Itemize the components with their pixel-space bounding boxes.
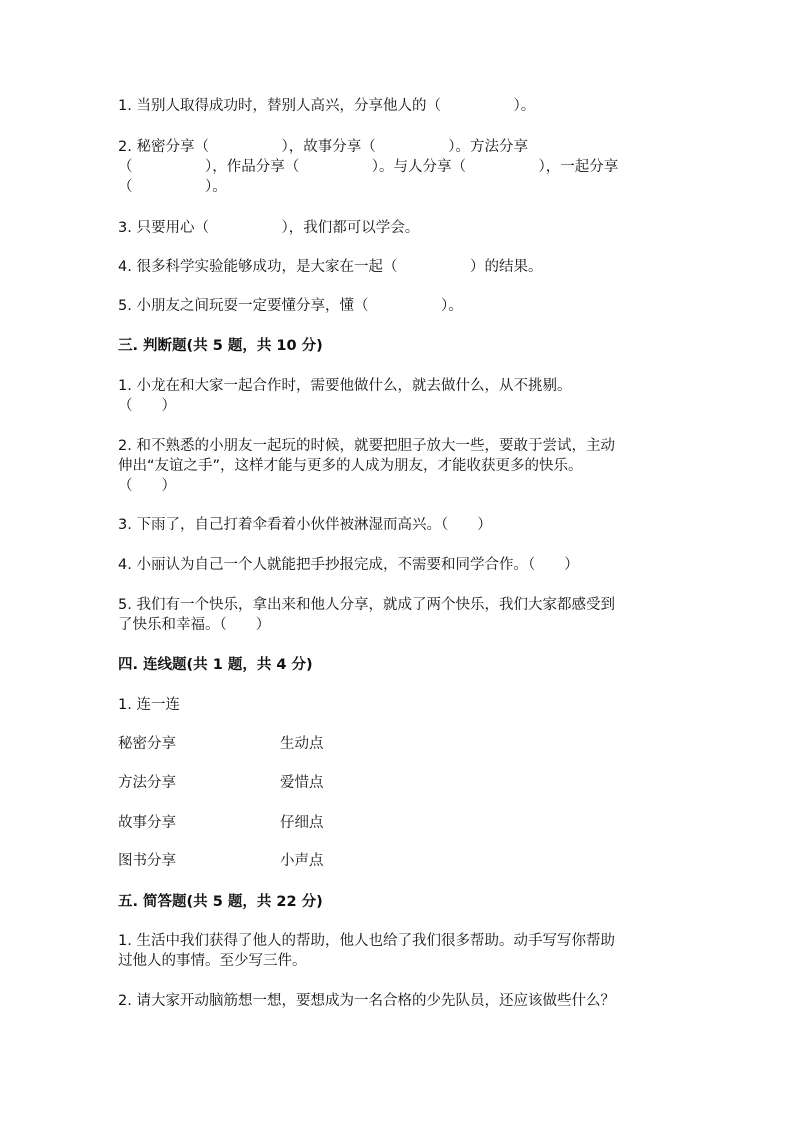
short-answer-question-1-line-2: 过他人的事情。至少写三件。 — [118, 953, 307, 969]
fill-blank-question-5: 5. 小朋友之间玩耍一定要懂分享，懂（ ）。 — [118, 298, 463, 314]
judge-question-2-line-1: 2. 和不熟悉的小朋友一起玩的时候，就要把胆子放大一些，要敢于尝试，主动 — [118, 438, 615, 454]
matching-right-item: 爱惜点 — [280, 775, 324, 791]
judge-question-3: 3. 下雨了，自己打着伞看着小伙伴被淋湿而高兴。（ ） — [118, 517, 492, 533]
matching-right-item: 仔细点 — [280, 815, 324, 831]
matching-left-item: 方法分享 — [118, 775, 176, 791]
judge-question-5-line-1: 5. 我们有一个快乐，拿出来和他人分享，就成了两个快乐，我们大家都感受到 — [118, 597, 615, 613]
short-answer-section-heading: 五. 简答题(共 5 题，共 22 分) — [118, 894, 323, 910]
matching-right-item: 小声点 — [280, 853, 324, 869]
fill-blank-question-2-line-2: （ ），作品分享（ ）。与人分享（ ），一起分享 — [118, 159, 619, 175]
matching-section-heading: 四. 连线题(共 1 题，共 4 分) — [118, 657, 313, 673]
matching-left-item: 故事分享 — [118, 815, 176, 831]
judge-question-4: 4. 小丽认为自己一个人就能把手抄报完成，不需要和同学合作。（ ） — [118, 557, 579, 573]
judge-question-2-line-2: 伸出“友谊之手”，这样才能与更多的人成为朋友，才能收获更多的快乐。 — [118, 458, 583, 474]
fill-blank-question-4: 4. 很多科学实验能够成功，是大家在一起（ ）的结果。 — [118, 259, 543, 275]
judge-question-1-answer-blank: （ ） — [118, 398, 176, 414]
judge-section-heading: 三. 判断题(共 5 题，共 10 分) — [118, 338, 323, 354]
fill-blank-question-2-line-1: 2. 秘密分享（ ），故事分享（ ）。方法分享 — [118, 139, 528, 155]
judge-question-5-line-2: 了快乐和幸福。（ ） — [118, 617, 271, 633]
judge-question-2-answer-blank: （ ） — [118, 478, 176, 494]
matching-right-item: 生动点 — [280, 736, 324, 752]
fill-blank-question-2-line-3: （ ）。 — [118, 179, 227, 195]
judge-question-1-line-1: 1. 小龙在和大家一起合作时，需要他做什么，就去做什么，从不挑剔。 — [118, 378, 572, 394]
short-answer-question-2: 2. 请大家开动脑筋想一想，要想成为一名合格的少先队员，还应该做些什么？ — [118, 993, 615, 1009]
matching-left-item: 图书分享 — [118, 853, 176, 869]
matching-prompt: 1. 连一连 — [118, 697, 180, 713]
fill-blank-question-3: 3. 只要用心（ ），我们都可以学会。 — [118, 220, 420, 236]
short-answer-question-1-line-1: 1. 生活中我们获得了他人的帮助，他人也给了我们很多帮助。动手写写你帮助 — [118, 933, 615, 949]
matching-left-item: 秘密分享 — [118, 736, 176, 752]
fill-blank-question-1: 1. 当别人取得成功时，替别人高兴，分享他人的（ ）。 — [118, 98, 536, 114]
